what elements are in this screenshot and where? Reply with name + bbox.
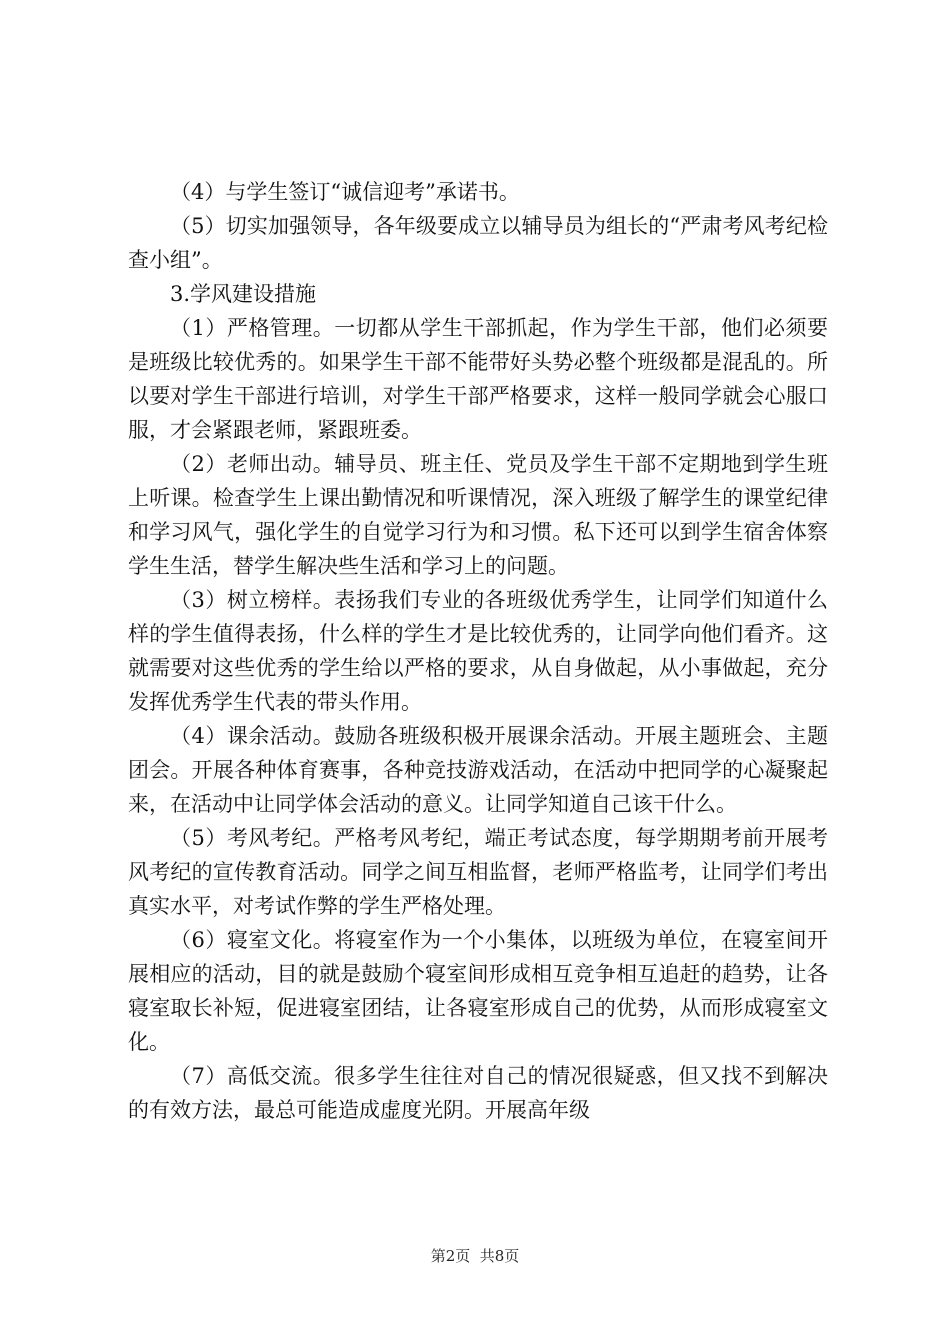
paragraph-item-4-pledge: （4）与学生签订“诚信迎考”承诺书。 (170, 180, 520, 204)
paragraph-strict-management: （1）严格管理。一切都从学生干部抓起，作为学生干部，他们必须要是班级比较优秀的。如果学生干部不能带好头势必整个班级都是混乱的。所以要对学生干部进行培训，对学生干部严格要求，这样一般同学就会心服口服，才会紧跟老师，紧跟班委。 (128, 316, 828, 442)
page-number-footer: 第2页 共8页 (430, 1247, 520, 1265)
paragraph-peer-exchange: （7）高低交流。很多学生往往对自己的情况很疑惑，但又找不到解决的有效方法，最总可能造成虚度光阴。开展高年级 (128, 1064, 828, 1122)
section-heading-study-measures: 3.学风建设措施 (170, 282, 317, 306)
paragraph-dorm-culture: （6）寝室文化。将寝室作为一个小集体，以班级为单位，在寝室间开展相应的活动，目的就是鼓励个寝室间形成相互竞争相互追赶的趋势，让各寝室取长补短，促进寝室团结，让各寝室形成自己的优势，从而形成寝室文化。 (128, 928, 828, 1054)
paragraph-teacher-involvement: （2）老师出动。辅导员、班主任、党员及学生干部不定期地到学生班上听课。检查学生上课出勤情况和听课情况，深入班级了解学生的课堂纪律和学习风气，强化学生的自觉学习行为和习惯。私下还可以到学生宿舍体察学生生活，替学生解决些生活和学习上的问题。 (128, 452, 828, 578)
paragraph-exam-discipline: （5）考风考纪。严格考风考纪，端正考试态度，每学期期考前开展考风考纪的宣传教育活动。同学之间互相监督，老师严格监考，让同学们考出真实水平，对考试作弊的学生严格处理。 (128, 826, 828, 918)
paragraph-role-models: （3）树立榜样。表扬我们专业的各班级优秀学生，让同学们知道什么样的学生值得表扬，什么样的学生才是比较优秀的，让同学向他们看齐。这就需要对这些优秀的学生给以严格的要求，从自身做起，从小事做起，充分发挥优秀学生代表的带头作用。 (128, 588, 828, 714)
paragraph-extracurricular: （4）课余活动。鼓励各班级积极开展课余活动。开展主题班会、主题团会。开展各种体育赛事，各种竞技游戏活动，在活动中把同学的心凝聚起来，在活动中让同学体会活动的意义。让同学知道自己该干什么。 (128, 724, 828, 816)
paragraph-item-5-leadership: （5）切实加强领导，各年级要成立以辅导员为组长的“严肃考风考纪检查小组”。 (128, 214, 828, 272)
document-body (128, 175, 828, 1127)
